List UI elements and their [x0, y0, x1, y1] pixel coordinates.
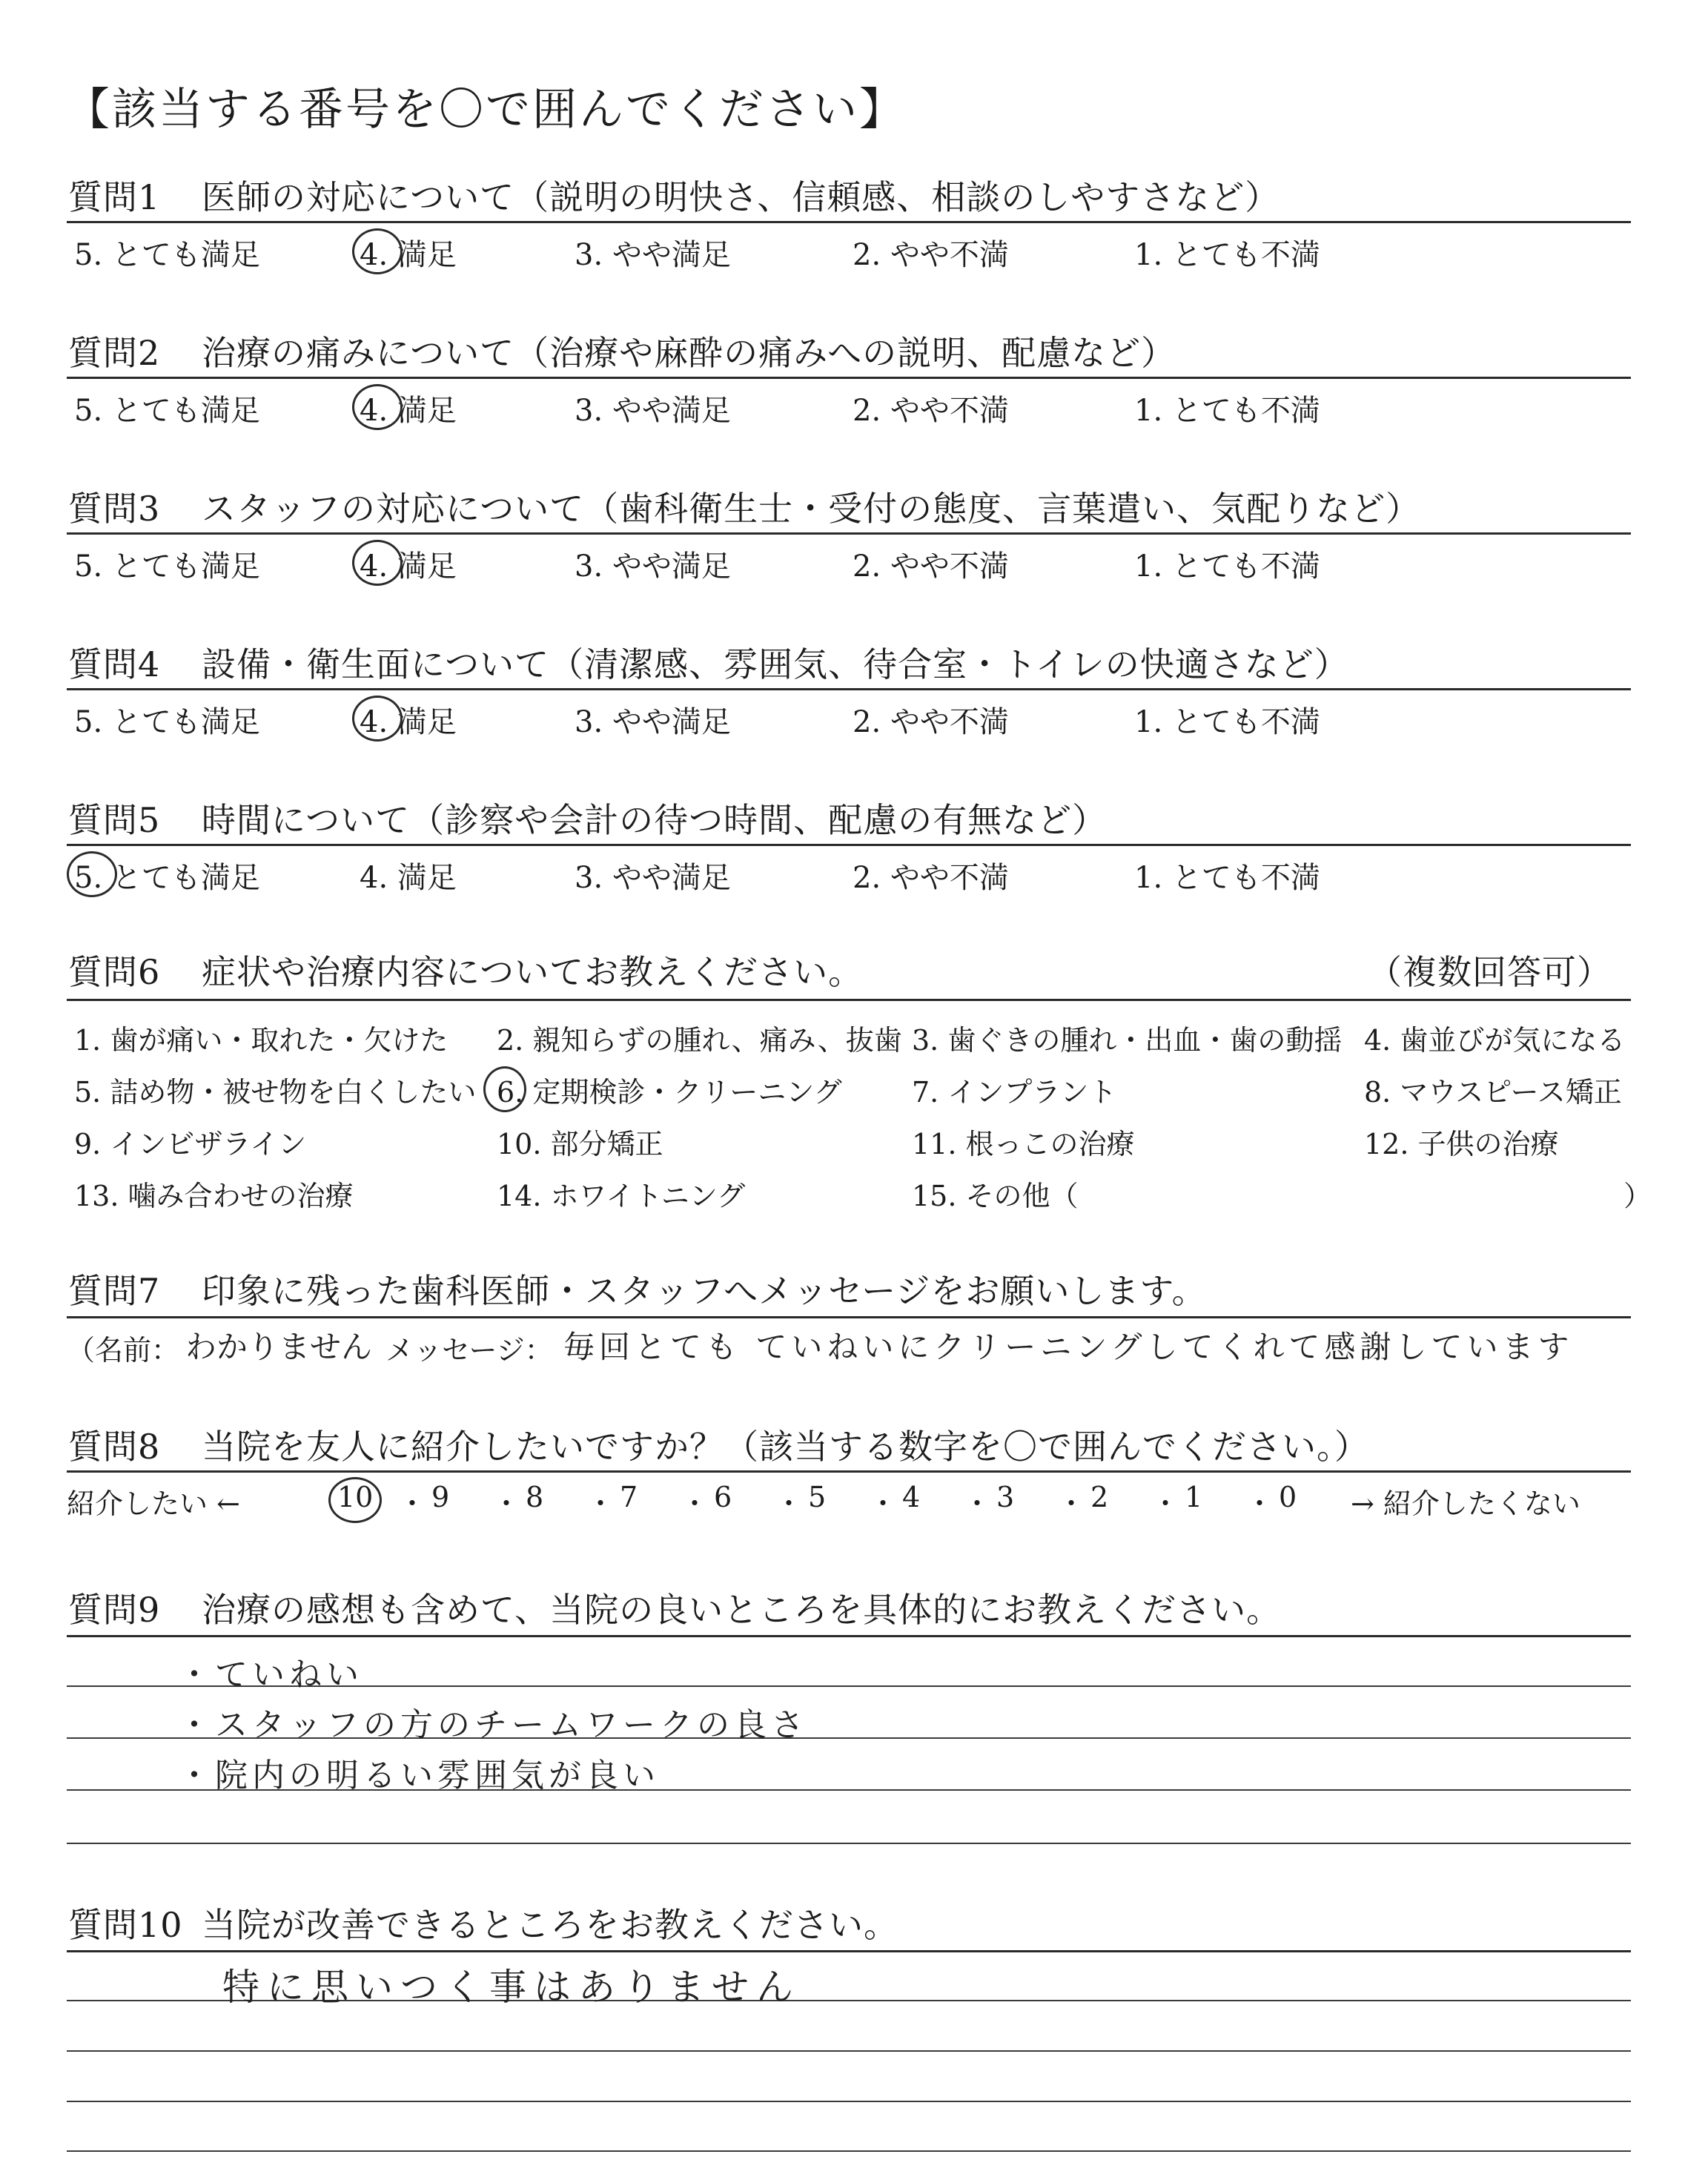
- q4-option-3[interactable]: 3. やや満足: [575, 705, 731, 739]
- q6-option-5[interactable]: 5. 詰め物・被せ物を白くしたい: [74, 1076, 477, 1109]
- q7-number: 質問7: [68, 1271, 161, 1311]
- q1-rule: [67, 221, 1631, 223]
- q6-option-12[interactable]: 12. 子供の治療: [1364, 1128, 1559, 1160]
- q6-option-16: ）: [1623, 1180, 1652, 1212]
- q2-selection-circle: [352, 384, 403, 430]
- q7-question: 印象に残った歯科医師・スタッフへメッセージをお願いします。: [202, 1271, 1207, 1311]
- q8-scale-6[interactable]: 6: [714, 1481, 732, 1513]
- q8-scale-9[interactable]: 9: [431, 1481, 450, 1513]
- q10-question: 当院が改善できるところをお教えください。: [202, 1905, 898, 1945]
- q1-option-5[interactable]: 5. とても満足: [74, 238, 260, 272]
- q6-note: （複数回答可）: [1368, 952, 1612, 992]
- q8-scale-4[interactable]: 4: [902, 1481, 921, 1513]
- q1-option-3[interactable]: 3. やや満足: [575, 238, 731, 272]
- q1-option-2[interactable]: 2. やや不満: [853, 238, 1009, 272]
- q9-answer-line: [67, 1843, 1631, 1844]
- q8-separator-dot: ・: [1245, 1487, 1274, 1520]
- q2-option-4[interactable]: 4. 満足: [360, 394, 457, 428]
- q8-separator-dot: ・: [398, 1487, 427, 1520]
- q4-option-5[interactable]: 5. とても満足: [74, 705, 260, 739]
- q2-question: 治療の痛みについて（治療や麻酔の痛みへの説明、配慮など）: [202, 333, 1176, 373]
- q10-answer-line: [67, 2101, 1631, 2102]
- q10-answer[interactable]: 特に思いつく事はありません: [222, 1966, 801, 2009]
- q4-rule: [67, 688, 1631, 690]
- q10-title: [68, 1898, 898, 1947]
- q8-scale-10[interactable]: 10: [337, 1481, 374, 1513]
- q4-number: 質問4: [68, 644, 161, 684]
- q6-option-11[interactable]: 11. 根っこの治療: [912, 1128, 1135, 1160]
- q5-option-4[interactable]: 4. 満足: [360, 861, 457, 895]
- q7-name-value[interactable]: わかりません: [185, 1329, 373, 1365]
- q4-option-4[interactable]: 4. 満足: [360, 705, 457, 739]
- q9-title: [68, 1583, 1281, 1632]
- q4-title: [68, 638, 1349, 687]
- q10-number: 質問10: [68, 1905, 183, 1945]
- q4-option-2[interactable]: 2. やや不満: [853, 705, 1009, 739]
- q2-rule: [67, 377, 1631, 379]
- q4-selection-circle: [352, 696, 403, 742]
- q8-separator-dot: ・: [1057, 1487, 1086, 1520]
- q8-right-label: → 紹介したくない: [1351, 1487, 1580, 1520]
- q5-option-3[interactable]: 3. やや満足: [575, 861, 731, 895]
- q3-option-1[interactable]: 1. とても不満: [1134, 549, 1320, 584]
- q1-title: [68, 171, 1280, 219]
- q8-number: 質問8: [68, 1427, 161, 1467]
- q4-option-1[interactable]: 1. とても不満: [1134, 705, 1320, 739]
- q6-option-1[interactable]: 1. 歯が痛い・取れた・欠けた: [74, 1024, 448, 1057]
- q9-number: 質問9: [68, 1590, 161, 1630]
- q3-option-4[interactable]: 4. 満足: [360, 549, 457, 584]
- q8-title: [68, 1420, 1369, 1469]
- q6-title: [68, 945, 863, 994]
- q9-answer-1[interactable]: ・ていねい: [178, 1656, 363, 1694]
- q10-answer-line: [67, 2150, 1631, 2152]
- q6-option-7[interactable]: 7. インプラント: [912, 1076, 1117, 1109]
- q8-rule: [67, 1470, 1631, 1473]
- q7-message-label: メッセージ：: [385, 1334, 553, 1367]
- q5-selection-circle: [67, 851, 117, 897]
- q6-option-14[interactable]: 14. ホワイトニング: [497, 1180, 746, 1212]
- q8-separator-dot: ・: [775, 1487, 804, 1520]
- q6-option-2[interactable]: 2. 親知らずの腫れ、痛み、抜歯: [497, 1024, 902, 1057]
- q1-option-1[interactable]: 1. とても不満: [1134, 238, 1320, 272]
- q2-number: 質問2: [68, 333, 161, 373]
- q5-question: 時間について（診察や会計の待つ時間、配慮の有無など）: [202, 800, 1108, 840]
- q8-separator-dot: ・: [681, 1487, 709, 1520]
- q6-rule: [67, 999, 1631, 1001]
- q5-rule: [67, 844, 1631, 846]
- q5-number: 質問5: [68, 800, 161, 840]
- q8-scale-8[interactable]: 8: [526, 1481, 544, 1513]
- q10-rule: [67, 1950, 1631, 1952]
- q8-scale-3[interactable]: 3: [996, 1481, 1015, 1513]
- q6-option-4[interactable]: 4. 歯並びが気になる: [1364, 1024, 1626, 1057]
- q2-title: [68, 326, 1176, 375]
- q3-question: スタッフの対応について（歯科衛生士・受付の態度、言葉遣い、気配りなど）: [202, 489, 1421, 529]
- q8-separator-dot: ・: [963, 1487, 992, 1520]
- q2-option-5[interactable]: 5. とても満足: [74, 394, 260, 428]
- q8-question: 当院を友人に紹介したいですか？（該当する数字を〇で囲んでください。）: [202, 1427, 1369, 1467]
- q7-rule: [67, 1316, 1631, 1318]
- q1-number: 質問1: [68, 177, 161, 217]
- q6-option-3[interactable]: 3. 歯ぐきの腫れ・出血・歯の動揺: [912, 1024, 1343, 1057]
- q8-scale-0[interactable]: 0: [1279, 1481, 1297, 1513]
- q7-message-value[interactable]: 毎回とても ていねいにクリーニングしてくれて感謝しています: [563, 1329, 1574, 1365]
- q1-question: 医師の対応について（説明の明快さ、信頼感、相談のしやすさなど）: [202, 177, 1280, 217]
- q3-option-5[interactable]: 5. とても満足: [74, 549, 260, 584]
- q8-separator-dot: ・: [1151, 1487, 1180, 1520]
- q2-option-2[interactable]: 2. やや不満: [853, 394, 1009, 428]
- q1-option-4[interactable]: 4. 満足: [360, 238, 457, 272]
- q6-question: 症状や治療内容についてお教えください。: [202, 952, 864, 992]
- q6-option-9[interactable]: 9. インビザライン: [74, 1128, 307, 1160]
- q10-answer-line: [67, 2050, 1631, 2052]
- q6-option-6[interactable]: 6. 定期検診・クリーニング: [497, 1076, 842, 1109]
- q6-option-13[interactable]: 13. 噛み合わせの治療: [74, 1180, 354, 1212]
- q3-rule: [67, 532, 1631, 535]
- q5-option-5[interactable]: 5. とても満足: [74, 861, 260, 895]
- q8-scale-7[interactable]: 7: [620, 1481, 638, 1513]
- q8-separator-dot: ・: [492, 1487, 521, 1520]
- q5-option-1[interactable]: 1. とても不満: [1134, 861, 1320, 895]
- q6-selection-circle: [483, 1066, 526, 1112]
- q6-option-15[interactable]: 15. その他（: [912, 1180, 1079, 1212]
- q8-left-label: 紹介したい ←: [67, 1487, 240, 1520]
- q4-question: 設備・衛生面について（清潔感、雰囲気、待合室・トイレの快適さなど）: [202, 644, 1349, 684]
- q3-option-3[interactable]: 3. やや満足: [575, 549, 731, 584]
- q9-answer-3[interactable]: ・院内の明るい雰囲気が良い: [178, 1757, 660, 1794]
- q8-separator-dot: ・: [869, 1487, 898, 1520]
- q3-title: [68, 482, 1420, 531]
- q9-question: 治療の感想も含めて、当院の良いところを具体的にお教えください。: [202, 1590, 1282, 1630]
- q2-option-3[interactable]: 3. やや満足: [575, 394, 731, 428]
- q9-rule: [67, 1635, 1631, 1637]
- q7-title: [68, 1264, 1207, 1313]
- q8-scale-2[interactable]: 2: [1090, 1481, 1109, 1513]
- q1-selection-circle: [352, 228, 403, 274]
- form-header: 【該当する番号を〇で囲んでください】: [65, 84, 906, 136]
- q5-option-2[interactable]: 2. やや不満: [853, 861, 1009, 895]
- q2-option-1[interactable]: 1. とても不満: [1134, 394, 1320, 428]
- q6-option-10[interactable]: 10. 部分矯正: [497, 1128, 663, 1160]
- q8-scale-5[interactable]: 5: [808, 1481, 827, 1513]
- q5-title: [68, 793, 1107, 842]
- q6-option-8[interactable]: 8. マウスピース矯正: [1364, 1076, 1622, 1109]
- q8-scale-1[interactable]: 1: [1185, 1481, 1203, 1513]
- q3-option-2[interactable]: 2. やや不満: [853, 549, 1009, 584]
- q8-separator-dot: ・: [586, 1487, 615, 1520]
- q6-number: 質問6: [68, 952, 161, 992]
- q7-name-label: （名前：: [67, 1334, 180, 1367]
- q3-selection-circle: [352, 540, 403, 586]
- q9-answer-2[interactable]: ・スタッフの方のチームワークの良さ: [178, 1706, 808, 1744]
- q3-number: 質問3: [68, 489, 161, 529]
- q8-selection-circle: [328, 1477, 382, 1523]
